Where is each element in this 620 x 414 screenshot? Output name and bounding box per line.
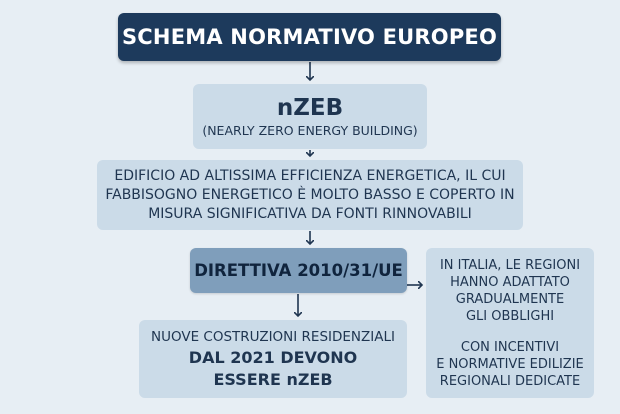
nzeb-subtitle: (NEARLY ZERO ENERGY BUILDING): [202, 122, 418, 138]
nzeb-box: [193, 84, 427, 149]
definition-line: FABBISOGNO ENERGETICO È MOLTO BASSO E COPERTO IN: [105, 186, 515, 203]
italy-note-line: E NORMATIVE EDILIZIE: [436, 357, 584, 372]
schema-title: SCHEMA NORMATIVO EUROPEO: [121, 25, 498, 49]
definition-box: [97, 160, 523, 230]
new-buildings-box: [139, 320, 407, 398]
new-buildings-line: NUOVE COSTRUZIONI RESIDENZIALI: [151, 329, 395, 345]
italy-note-line: GRADUALMENTE: [455, 292, 565, 307]
italy-note-line: IN ITALIA, LE REGIONI: [439, 258, 581, 273]
italy-note-line: CON INCENTIVI: [460, 340, 560, 355]
schema-title-box: [118, 13, 501, 61]
directive-label: DIRETTIVA 2010/31/UE: [194, 261, 403, 280]
italy-note-line: REGIONALI DEDICATE: [439, 374, 581, 389]
definition-line: EDIFICIO AD ALTISSIMA EFFICIENZA ENERGETICA, IL CUI: [114, 167, 506, 184]
definition-line: MISURA SIGNIFICATIVA DA FONTI RINNOVABILI: [148, 205, 472, 222]
new-buildings-line: ESSERE nZEB: [213, 370, 333, 389]
italy-note-box: [426, 248, 594, 398]
nzeb-name: nZEB: [276, 94, 344, 121]
italy-note-line: GLI OBBLIGHI: [465, 309, 555, 324]
italy-note-line: HANNO ADATTATO: [450, 275, 570, 290]
new-buildings-line: DAL 2021 DEVONO: [188, 348, 358, 367]
directive-box: [190, 248, 407, 293]
